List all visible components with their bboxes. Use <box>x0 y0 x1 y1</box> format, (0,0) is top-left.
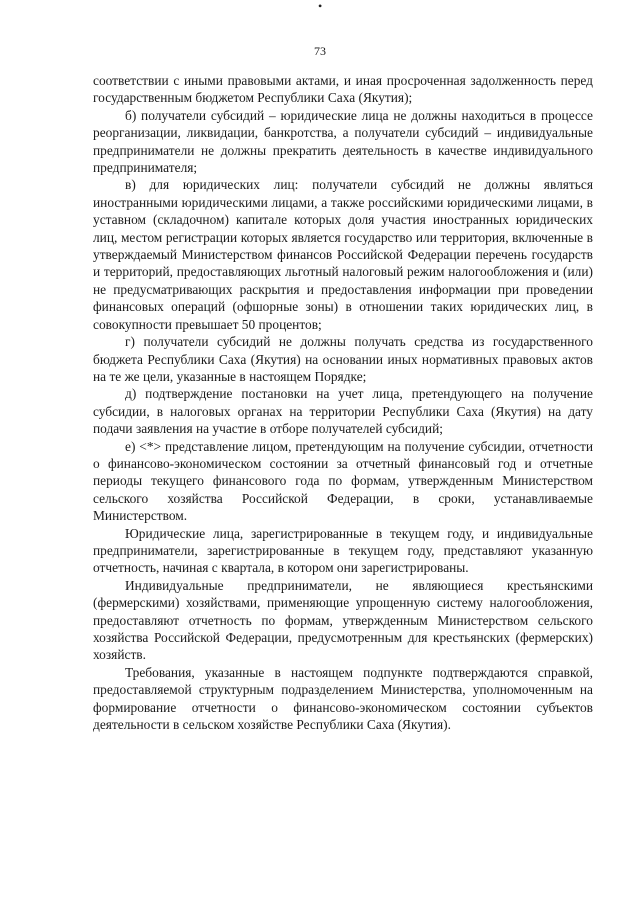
paragraph-continuation: соответствии с иными правовыми актами, и иная просроченная задолженность перед государственным бюджетом Республики Саха (Якутия); <box>93 73 593 106</box>
page-number: 73 <box>314 44 326 58</box>
document-body <box>93 72 593 733</box>
paragraph-item-d: д) подтверждение постановки на учет лица, претендующего на получение субсидии, в налоговых органах на территории Республики Саха (Якутия) на дату подачи заявления на участие в отборе получателей субсидий; <box>93 386 593 437</box>
paragraph-item-v: в) для юридических лиц: получатели субсидий не должны являться иностранными юридическими лицами, а также российскими юридическими лицами, в уставном (складочном) капитале которых доля участия иностранных юридических лиц, местом регистрации которых является государство или территория, включенные в утверждаемый Министерством финансов Российской Федерации перечень государств и территорий, предоставляющих льготный налоговый режим налогообложения и (или) не предусматривающих раскрытия и предоставления информации при проведении финансовых операций (офшорные зоны) в отношении таких юридических лиц, в совокупности превышает 50 процентов; <box>93 177 593 332</box>
paragraph-legal-entities: Юридические лица, зарегистрированные в текущем году, и индивидуальные предприниматели, зарегистрированные в текущем году, представляют указанную отчетность, начиная с квартала, в котором они зарегистрированы. <box>93 525 593 576</box>
paragraph-requirements: Требования, указанные в настоящем подпункте подтверждаются справкой, предоставляемой структурным подразделением Министерства, уполномоченным на формирование отчетности о финансово-экономическом состоянии субъектов деятельности в сельском хозяйстве Республики Саха (Якутия). <box>93 664 593 733</box>
paragraph-item-b: б) получатели субсидий – юридические лица не должны находиться в процессе реорганизации, ликвидации, банкротства, а получатели субсидий – индивидуальные предприниматели не должны прекратить деятельность в качестве индивидуального предпринимателя; <box>93 107 593 176</box>
paragraph-item-e: е) <*> представление лицом, претендующим на получение субсидии, отчетности о финансово-экономическом состоянии за отчетный финансовый год и отчетные периоды текущего финансового года по формам, утвержденным Министерством сельского хозяйства Российской Федерации, в сроки, устанавливаемые Министерством. <box>93 438 593 524</box>
scan-mark: • <box>318 0 323 13</box>
paragraph-individual-entrepreneurs: Индивидуальные предприниматели, не являющиеся крестьянскими (фермерскими) хозяйствами, применяющие упрощенную систему налогообложения, предоставляют отчетность по формам, утвержденным Министерством сельского хозяйства Российской Федерации, предусмотренным для крестьянских (фермерских) хозяйств. <box>93 577 593 663</box>
paragraph-item-g: г) получатели субсидий не должны получать средства из государственного бюджета Республики Саха (Якутия) на основании иных нормативных правовых актов на те же цели, указанные в настоящем Порядке; <box>93 334 593 384</box>
